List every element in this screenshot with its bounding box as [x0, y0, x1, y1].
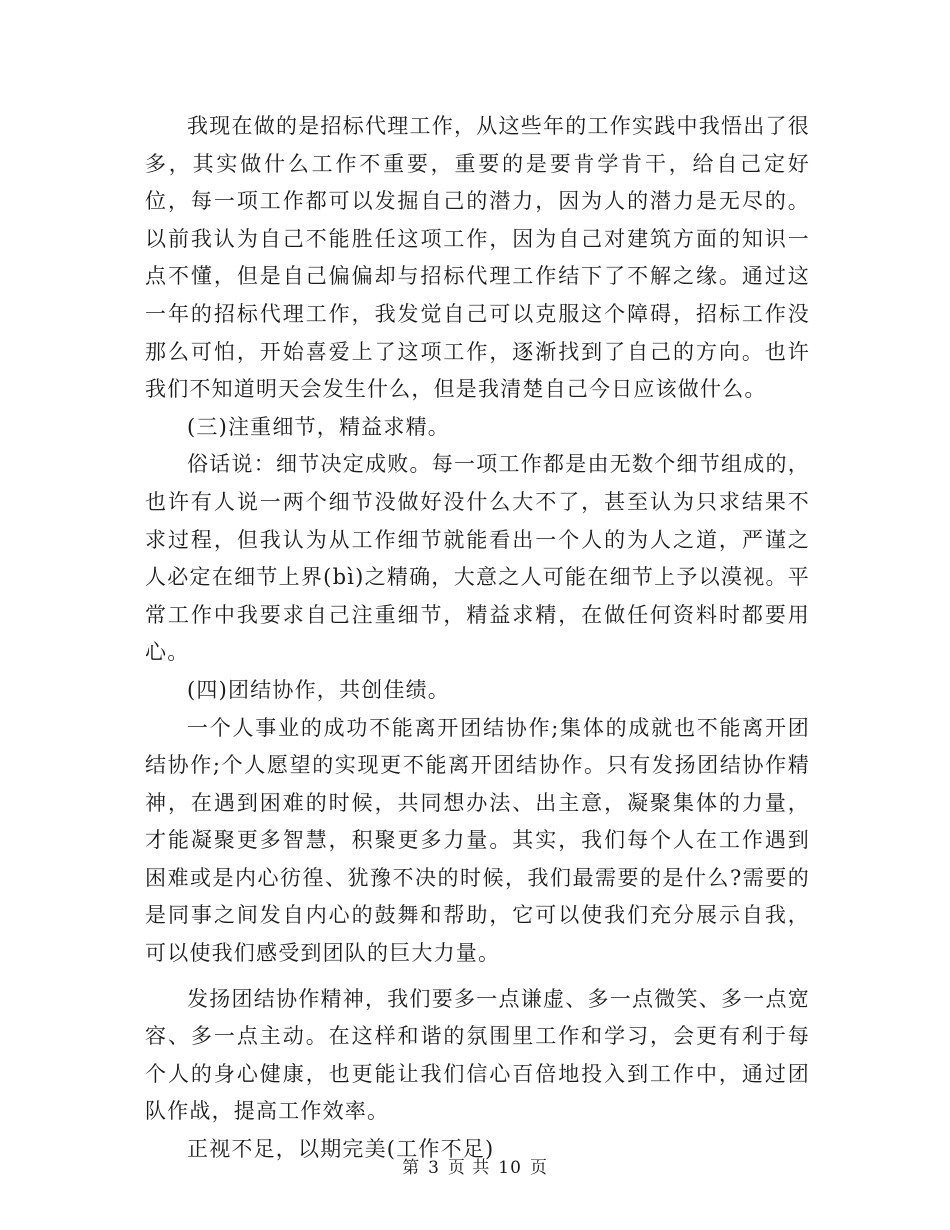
section-heading-details: (三)注重细节，精益求精。 [187, 414, 450, 439]
page-footer [0, 1153, 950, 1178]
footer-page-number: 3 [428, 1158, 440, 1178]
paragraph-recruitment-work: 我现在做的是招标代理工作，从这些年的工作实践中我悟出了很多，其实做什么工作不重要，重要的是要肯学肯干，给自己定好位，每一项工作都可以发掘自己的潜力，因为人的潜力是无尽的。以前我认为自己不能胜任这项工作，因为自己对建筑方面的知识一点不懂，但是自己偏偏却与招标代理工作结下了不解之缘。通过这一年的招标代理工作，我发觉自己可以克服这个障碍，招标工作没那么可怕，开始喜爱上了这项工作，逐渐找到了自己的方向。也许我们不知道明天会发生什么，但是我清楚自己今日应该做什么。 [145, 114, 810, 402]
footer-page-total: 10 [498, 1158, 522, 1178]
paragraph-team-spirit: 发扬团结协作精神，我们要多一点谦虚、多一点微笑、多一点宽容、多一点主动。在这样和谐的氛围里工作和学习，会更有利于每个人的身心健康，也更能让我们信心百倍地投入到工作中，通过团队作战，提高工作效率。 [145, 986, 810, 1124]
paragraph-teamwork: 一个人事业的成功不能离开团结协作;集体的成就也不能离开团结协作;个人愿望的实现更不能离开团结协作。只有发扬团结协作精神，在遇到困难的时候，共同想办法、出主意，凝聚集体的力量，才能凝聚更多智慧，积聚更多力量。其实，我们每个人在工作遇到困难或是内心彷徨、犹豫不决的时候，我们最需要的是什么?需要的是同事之间发自内心的鼓舞和帮助，它可以使我们充分展示自我，可以使我们感受到团队的巨大力量。 [145, 715, 810, 966]
paragraph-details: 俗话说：细节决定成败。每一项工作都是由无数个细节组成的，也许有人说一两个细节没做好没什么大不了，甚至认为只求结果不求过程，但我认为从工作细节就能看出一个人的为人之道，严谨之人必定在细节上界(bì)之精确，大意之人可能在细节上予以漠视。平常工作中我要求自己注重细节，精益求精，在做任何资料时都要用心。 [145, 452, 810, 665]
footer-prefix: 第 [402, 1158, 421, 1178]
footer-middle: 页 共 [447, 1158, 491, 1178]
section-heading-teamwork: (四)团结协作，共创佳绩。 [187, 677, 450, 702]
footer-suffix: 页 [529, 1158, 548, 1178]
document-body [145, 108, 810, 1169]
section-heading-shortcomings: 正视不足，以期完美(工作不足) [187, 1137, 495, 1162]
